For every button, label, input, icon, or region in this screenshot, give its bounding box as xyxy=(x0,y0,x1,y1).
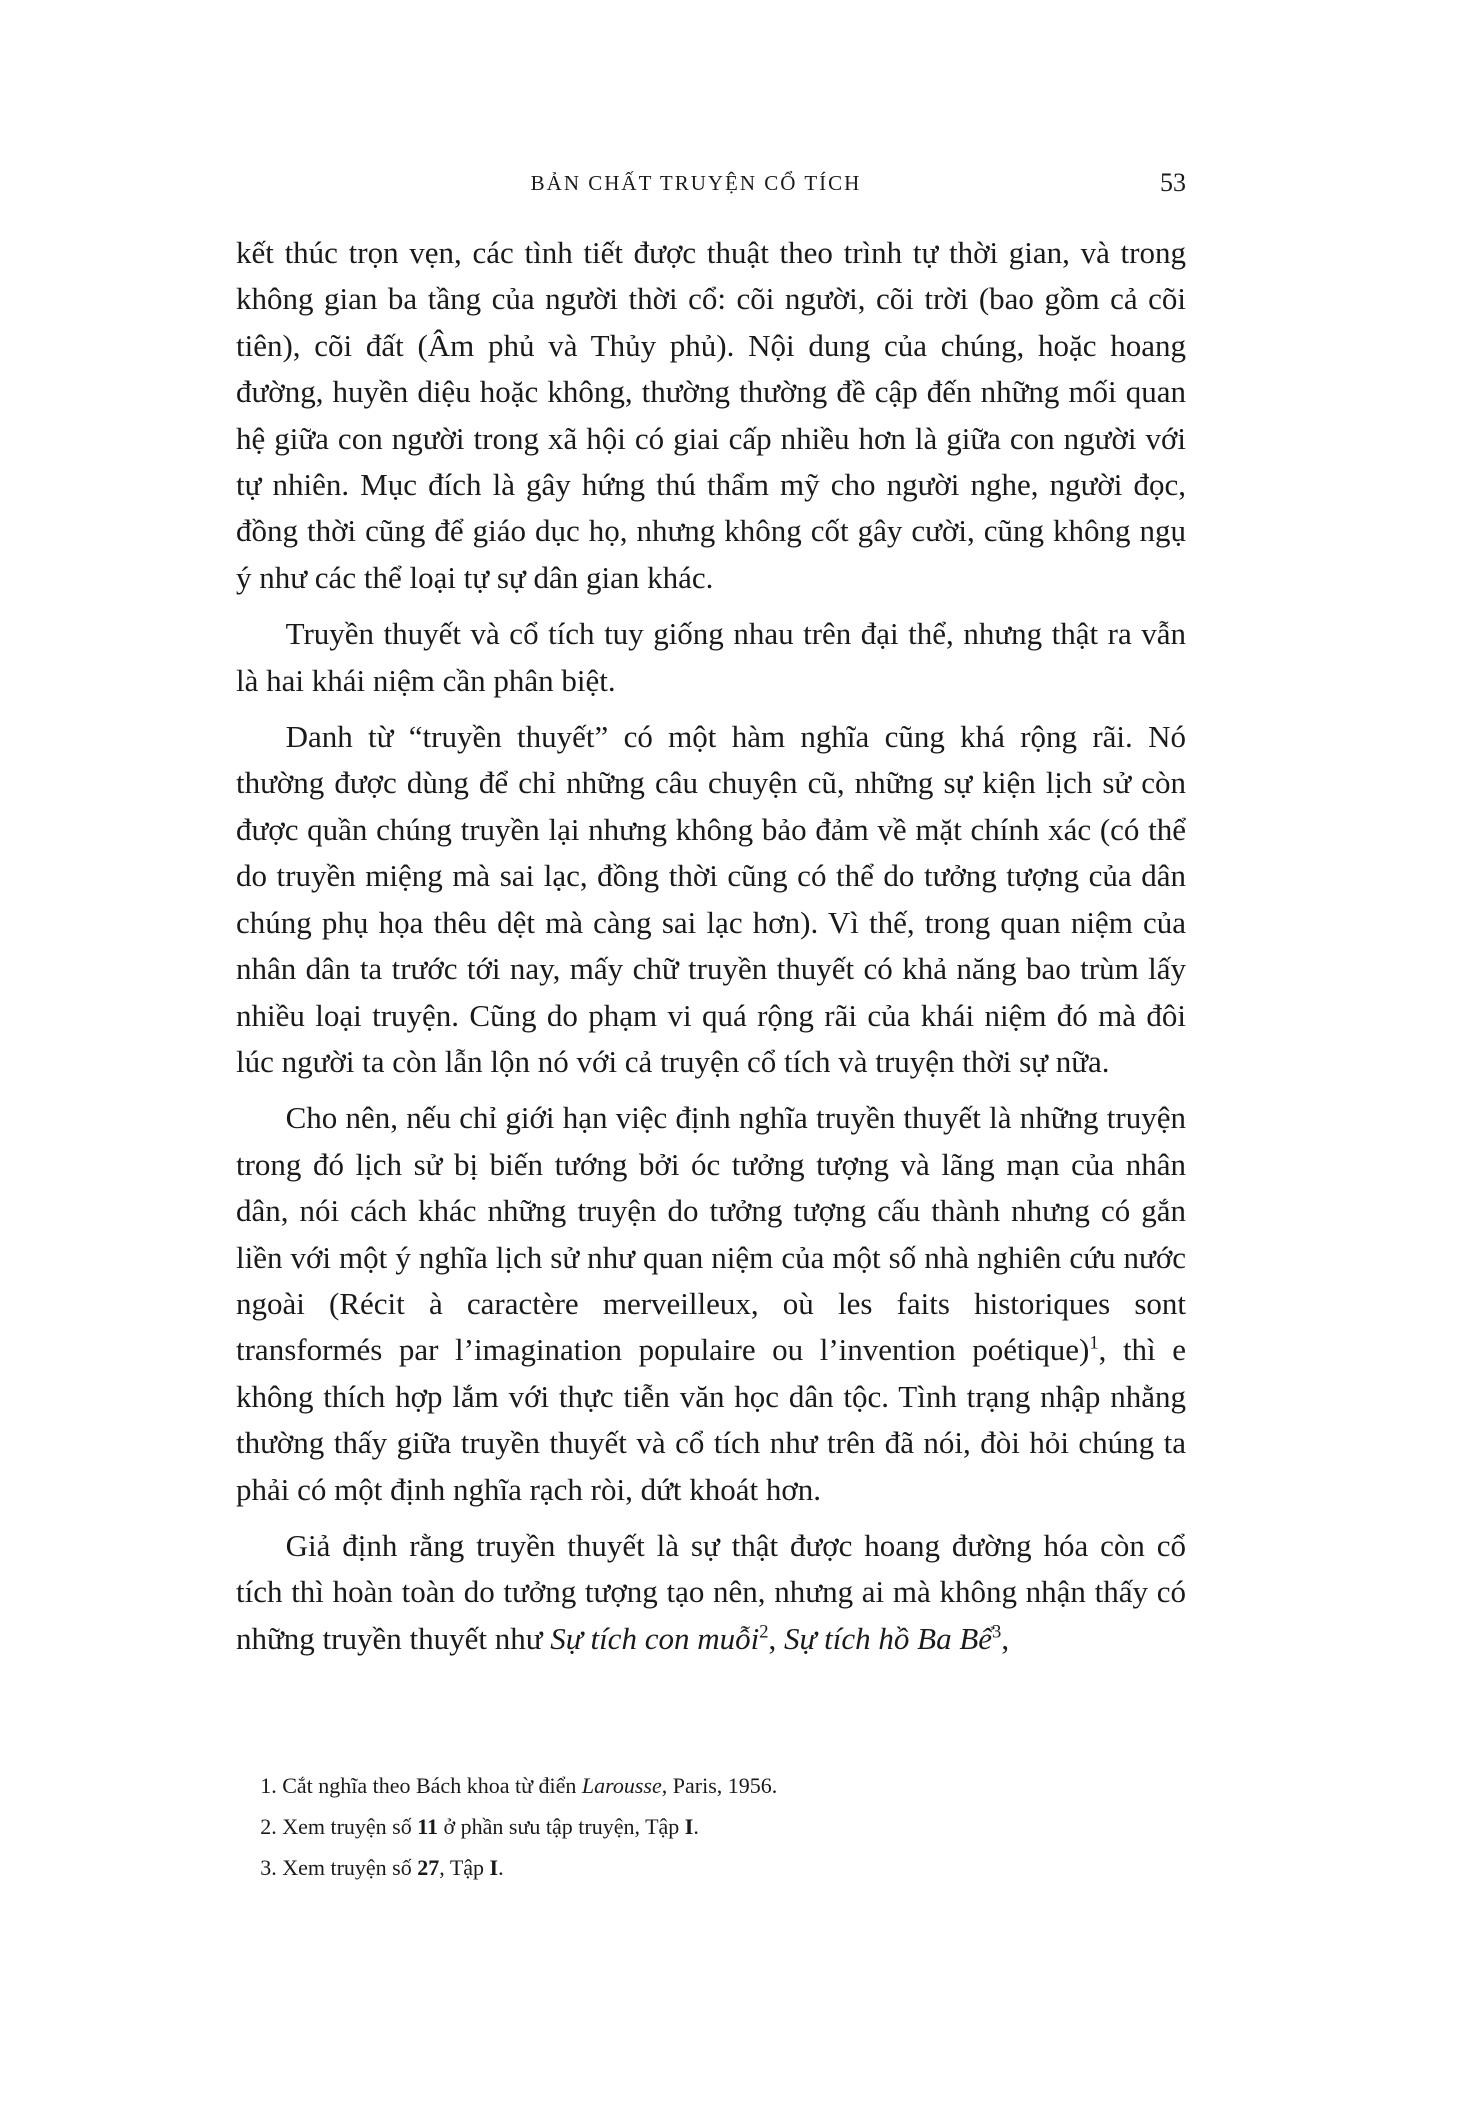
footnote-2 xyxy=(236,1806,1186,1847)
footnote-ref-1: 1 xyxy=(1089,1333,1099,1355)
title-su-tich-con-muoi: Sự tích con muỗi xyxy=(550,1620,760,1656)
footnote-2-number: 11 xyxy=(417,1814,439,1839)
footnote-1 xyxy=(236,1765,1186,1806)
footnote-3-volume: I xyxy=(489,1855,499,1880)
footnote-1-tail: , Paris, 1956. xyxy=(661,1773,778,1798)
footnote-2-tail: . xyxy=(693,1814,699,1839)
footnote-3 xyxy=(236,1847,1186,1888)
title-su-tich-ho-ba-be: Sự tích hồ Ba Bể xyxy=(784,1620,993,1656)
paragraph-3: Danh từ “truyền thuyết” có một hàm nghĩa cũng khá rộng rãi. Nó thường được dùng để chỉ những câu chuyện cũ, những sự kiện lịch sử còn được quần chúng truyền lại nhưng không bảo đảm về mặt chính xác (có thể do truyền miệng mà sai lạc, đồng thời cũng có thể do tưởng tượng của dân chúng phụ họa thêu dệt mà càng sai lạc hơn). Vì thế, trong quan niệm của nhân dân ta trước tới nay, mấy chữ truyền thuyết có khả năng bao trùm lấy nhiều loại truyện. Cũng do phạm vi quá rộng rãi của khái niệm đó mà đôi lúc người ta còn lẫn lộn nó với cả truyện cổ tích và truyện thời sự nữa. xyxy=(236,719,1186,1079)
footnote-ref-2: 2 xyxy=(759,1621,769,1643)
footnote-3-number: 27 xyxy=(417,1855,440,1880)
footnote-3-mid: , Tập xyxy=(439,1855,490,1880)
body-text xyxy=(236,230,1186,1672)
running-head xyxy=(236,163,1186,203)
footnote-2-mid: ở phần sưu tập truyện, Tập xyxy=(438,1814,685,1839)
paragraph-2: Truyền thuyết và cổ tích tuy giống nhau trên đại thể, nhưng thật ra vẫn là hai khái niệm cần phân biệt. xyxy=(236,616,1186,698)
footnote-ref-3: 3 xyxy=(992,1621,1002,1643)
footnote-3-text: 3. Xem truyện số xyxy=(260,1855,418,1880)
page-number: 53 xyxy=(1160,168,1186,197)
footnote-2-volume: I xyxy=(684,1814,694,1839)
paragraph-5-text: Giả định rằng truyền thuyết là sự thật được hoang đường hóa còn cổ tích thì hoàn toàn do tưởng tượng tạo nên, nhưng ai mà không nhận thấy có những truyền thuyết như xyxy=(236,1527,1186,1656)
paragraph-5 xyxy=(236,1523,1186,1662)
paragraph-4-tail: , thì e không thích hợp lắm với thực tiễn văn học dân tộc. Tình trạng nhập nhằng thường thấy giữa truyền thuyết và cổ tích như trên đã nói, đòi hỏi chúng ta phải có một định nghĩa rạch ròi, dứt khoát hơn. xyxy=(236,1332,1186,1507)
footnote-1-text: 1. Cắt nghĩa theo Bách khoa từ điển xyxy=(260,1773,582,1798)
paragraph-1: kết thúc trọn vẹn, các tình tiết được thuật theo trình tự thời gian, và trong không gian ba tầng của người thời cổ: cõi người, cõi trời (bao gồm cả cõi tiên), cõi đất (Âm phủ và Thủy phủ). Nội dung của chúng, hoặc hoang đường, huyền diệu hoặc không, thường thường đề cập đến những mối quan hệ giữa con người trong xã hội có giai cấp nhiều hơn là giữa con người với tự nhiên. Mục đích là gây hứng thú thẩm mỹ cho người nghe, người đọc, đồng thời cũng để giáo dục họ, nhưng không cốt gây cười, cũng không ngụ ý như các thể loại tự sự dân gian khác. xyxy=(236,235,1186,595)
footnote-2-text: 2. Xem truyện số xyxy=(260,1814,418,1839)
footnote-1-title: Larousse xyxy=(581,1773,662,1798)
paragraph-4 xyxy=(236,1095,1186,1513)
paragraph-5-sep: , xyxy=(768,1620,784,1656)
footnotes xyxy=(236,1765,1186,1888)
paragraph-4-text: Cho nên, nếu chỉ giới hạn việc định nghĩa truyền thuyết là những truyện trong đó lịch sử bị biến tướng bởi óc tưởng tượng và lãng mạn của nhân dân, nói cách khác những truyện do tưởng tượng cấu thành nhưng có gắn liền với một ý nghĩa lịch sử như quan niệm của một số nhà nghiên cứu nước ngoài (Récit à caractère merveilleux, où les faits historiques sont transformés par l’imagination populaire ou l’invention poétique) xyxy=(236,1100,1186,1368)
paragraph-5-end: , xyxy=(1001,1620,1010,1656)
footnote-3-tail: . xyxy=(498,1855,504,1880)
running-title: BẢN CHẤT TRUYỆN CỔ TÍCH xyxy=(530,171,862,195)
